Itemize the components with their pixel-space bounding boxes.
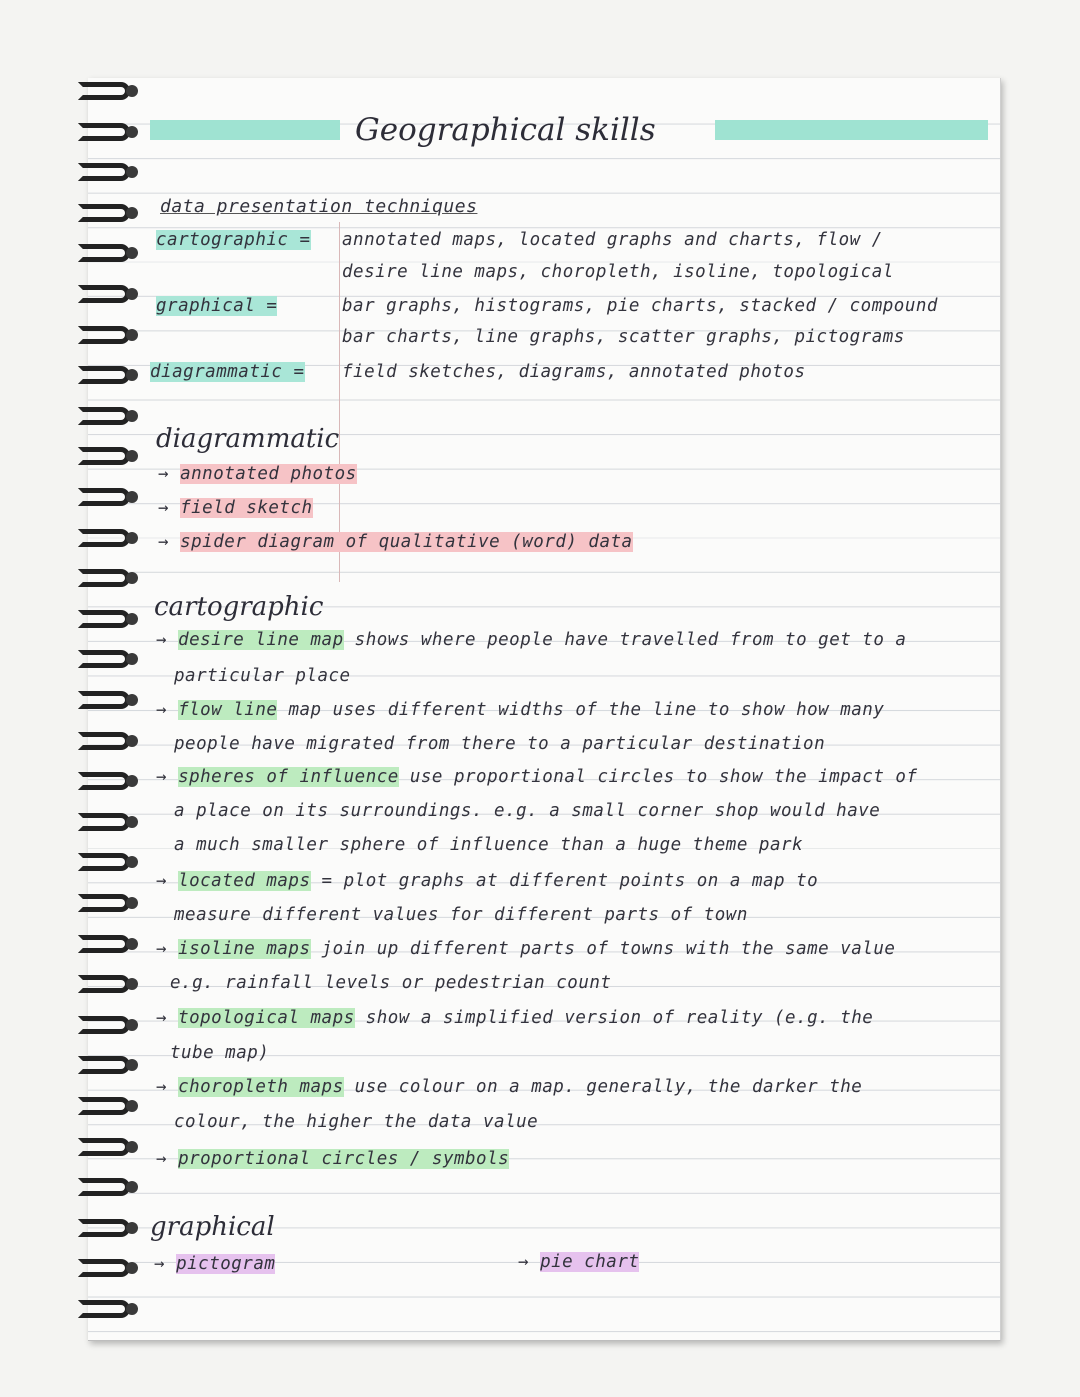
list-item: [158, 498, 313, 518]
list-item: → isoline maps join up different parts of towns with the same value: [156, 939, 896, 959]
item-term: pie chart: [540, 1252, 640, 1272]
punch-hole: [126, 735, 138, 747]
arrow-icon: →: [518, 1252, 530, 1272]
punch-hole: [126, 1019, 138, 1031]
intro-line: annotated maps, located graphs and charts, flow /: [342, 230, 883, 250]
item-text: map uses different widths of the line to show how many: [277, 700, 885, 720]
spiral-ring: [78, 529, 130, 547]
punch-hole: [126, 166, 138, 178]
spiral-ring: [78, 935, 130, 953]
title-highlight-left: [150, 120, 340, 140]
spiral-ring: [78, 650, 130, 668]
punch-hole: [126, 613, 138, 625]
intro-line: bar charts, line graphs, scatter graphs, pictograms: [342, 327, 905, 347]
item-text: show a simplified version of reality (e.g. the: [354, 1008, 874, 1028]
punch-hole: [126, 1303, 138, 1315]
list-item: [158, 464, 357, 484]
item-term: isoline maps: [178, 939, 311, 959]
list-item: → proportional circles / symbols: [156, 1149, 510, 1169]
item-text: measure different values for different parts of town: [174, 905, 748, 925]
spiral-ring: [78, 772, 130, 790]
punch-hole: [126, 978, 138, 990]
spiral-ring: [78, 326, 130, 344]
spiral-ring: [78, 732, 130, 750]
spiral-ring: [78, 407, 130, 425]
spiral-ring: [78, 1259, 130, 1277]
punch-hole: [126, 1181, 138, 1193]
spiral-ring: [78, 244, 130, 262]
title-row: [150, 112, 988, 152]
item-term: pictogram: [176, 1254, 276, 1274]
spiral-ring: [78, 1219, 130, 1237]
punch-hole: [126, 653, 138, 665]
section-heading-diagrammatic: diagrammatic: [156, 424, 340, 454]
punch-hole: [126, 1100, 138, 1112]
item-term: spider diagram of qualitative (word) data: [180, 532, 633, 552]
intro-term-diagrammatic: diagrammatic =: [150, 362, 305, 382]
item-text: a place on its surroundings. e.g. a small corner shop would have: [174, 801, 881, 821]
spiral-ring: [78, 894, 130, 912]
arrow-icon: →: [154, 1254, 166, 1274]
list-item: → desire line map shows where people have travelled from to get to a: [156, 630, 907, 650]
list-item: → topological maps show a simplified version of reality (e.g. the: [156, 1008, 874, 1028]
punch-hole: [126, 897, 138, 909]
punch-hole: [126, 369, 138, 381]
item-term: spheres of influence: [178, 767, 399, 787]
spiral-ring: [78, 447, 130, 465]
punch-hole: [126, 775, 138, 787]
spiral-binding: [78, 78, 138, 1340]
item-text: join up different parts of towns with the same value: [310, 939, 896, 959]
spiral-ring: [78, 1097, 130, 1115]
section-heading-graphical: graphical: [150, 1212, 275, 1242]
intro-term-cartographic: cartographic =: [156, 230, 311, 250]
item-text: particular place: [174, 666, 351, 686]
punch-hole: [126, 247, 138, 259]
item-term: topological maps: [178, 1008, 355, 1028]
punch-hole: [126, 816, 138, 828]
item-text: use colour on a map. generally, the darker the: [343, 1077, 863, 1097]
punch-hole: [126, 126, 138, 138]
punch-hole: [126, 694, 138, 706]
section-heading-cartographic: cartographic: [154, 592, 324, 622]
item-term: proportional circles / symbols: [178, 1149, 510, 1169]
punch-hole: [126, 856, 138, 868]
list-item: [158, 532, 633, 552]
item-text: e.g. rainfall levels or pedestrian count: [170, 973, 612, 993]
item-text: colour, the higher the data value: [174, 1112, 539, 1132]
arrow-icon: →: [158, 532, 170, 552]
list-item: → flow line map uses different widths of the line to show how many: [156, 700, 885, 720]
punch-hole: [126, 450, 138, 462]
page-title: Geographical skills: [355, 112, 656, 148]
punch-hole: [126, 410, 138, 422]
item-text: shows where people have travelled from to get to a: [343, 630, 907, 650]
spiral-ring: [78, 853, 130, 871]
spiral-ring: [78, 569, 130, 587]
punch-hole: [126, 572, 138, 584]
arrow-icon: →: [158, 464, 170, 484]
list-item: [518, 1252, 639, 1272]
spiral-ring: [78, 691, 130, 709]
item-text: = plot graphs at different points on a map to: [310, 871, 819, 891]
spiral-ring: [78, 163, 130, 181]
punch-hole: [126, 491, 138, 503]
item-text: use proportional circles to show the impact of: [398, 767, 918, 787]
spiral-ring: [78, 366, 130, 384]
spiral-ring: [78, 488, 130, 506]
punch-hole: [126, 329, 138, 341]
item-term: flow line: [178, 700, 278, 720]
item-term: choropleth maps: [178, 1077, 344, 1097]
punch-hole: [126, 1262, 138, 1274]
intro-line: bar graphs, histograms, pie charts, stacked / compound: [342, 296, 938, 316]
punch-hole: [126, 532, 138, 544]
spiral-ring: [78, 1300, 130, 1318]
punch-hole: [126, 1141, 138, 1153]
spiral-ring: [78, 285, 130, 303]
item-text: tube map): [170, 1043, 270, 1063]
item-text: a much smaller sphere of influence than a huge theme park: [174, 835, 804, 855]
intro-heading: data presentation techniques: [160, 196, 478, 217]
spiral-ring: [78, 1178, 130, 1196]
intro-line: field sketches, diagrams, annotated photos: [342, 362, 806, 382]
list-item: → located maps = plot graphs at different points on a map to: [156, 871, 819, 891]
item-term: field sketch: [180, 498, 313, 518]
item-term: desire line map: [178, 630, 344, 650]
item-text: people have migrated from there to a particular destination: [174, 734, 826, 754]
punch-hole: [126, 938, 138, 950]
list-item: → spheres of influence use proportional circles to show the impact of: [156, 767, 918, 787]
item-term: annotated photos: [180, 464, 357, 484]
punch-hole: [126, 85, 138, 97]
intro-term-graphical: graphical =: [156, 296, 278, 316]
punch-hole: [126, 288, 138, 300]
spiral-ring: [78, 204, 130, 222]
punch-hole: [126, 207, 138, 219]
spiral-ring: [78, 1056, 130, 1074]
list-item: → choropleth maps use colour on a map. generally, the darker the: [156, 1077, 863, 1097]
spiral-ring: [78, 1016, 130, 1034]
spiral-ring: [78, 813, 130, 831]
punch-hole: [126, 1222, 138, 1234]
spiral-ring: [78, 975, 130, 993]
intro-line: desire line maps, choropleth, isoline, topological: [342, 262, 894, 282]
spiral-ring: [78, 610, 130, 628]
punch-hole: [126, 1059, 138, 1071]
list-item: [154, 1254, 275, 1274]
item-term: located maps: [178, 871, 311, 891]
spiral-ring: [78, 82, 130, 100]
margin-line: [339, 222, 340, 582]
spiral-ring: [78, 1138, 130, 1156]
arrow-icon: →: [158, 498, 170, 518]
spiral-ring: [78, 123, 130, 141]
title-highlight-right: [715, 120, 988, 140]
